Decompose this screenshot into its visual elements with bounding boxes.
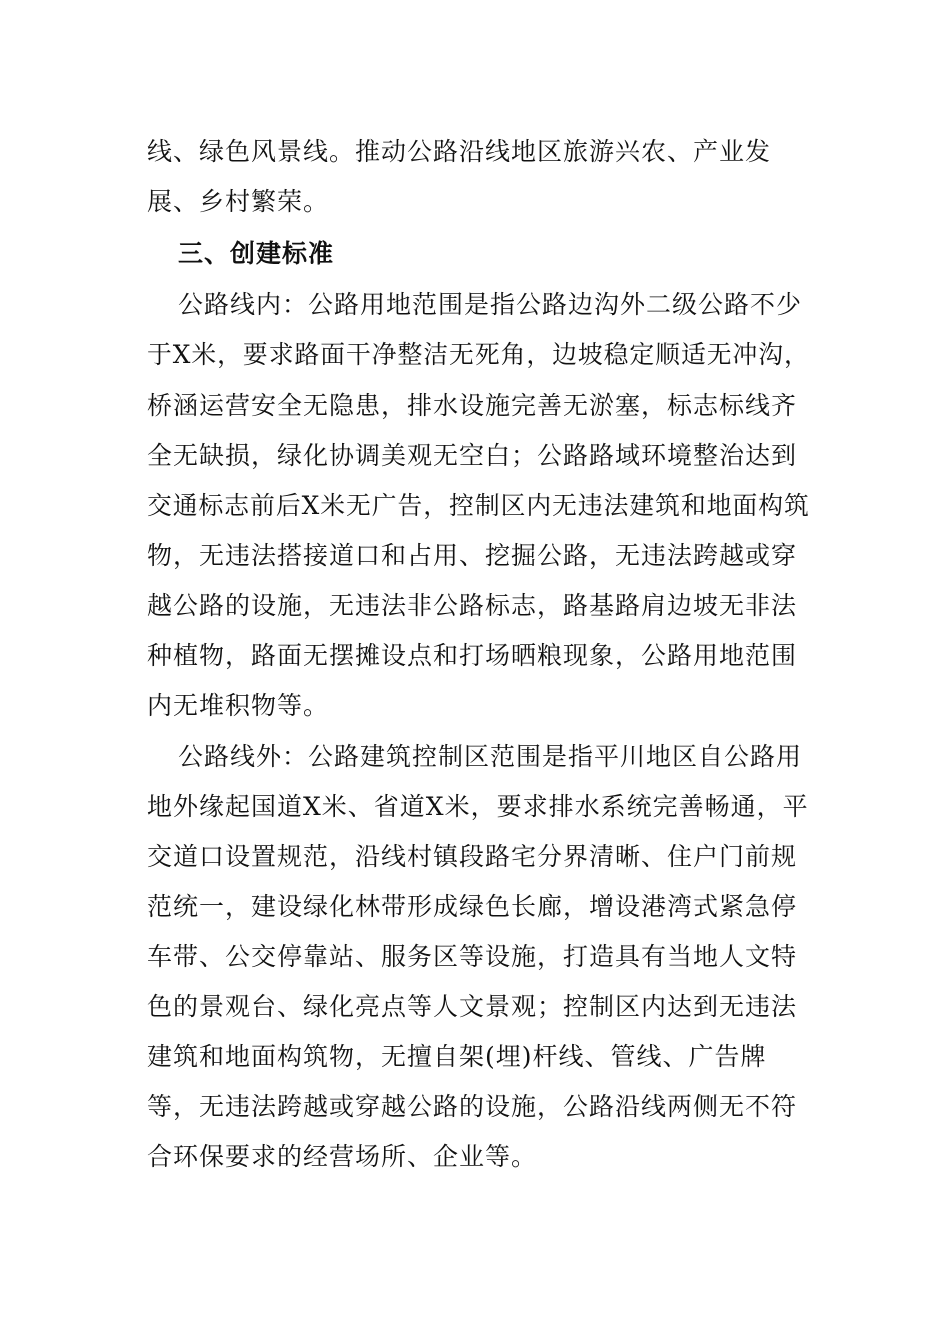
text-line: 等，无违法跨越或穿越公路的设施，公路沿线两侧无不符 [147, 1092, 798, 1121]
text-line: 车带、公交停靠站、服务区等设施，打造具有当地人文特 [147, 942, 798, 971]
text-line: 全无缺损，绿化协调美观无空白；公路路域环境整治达到 [147, 441, 798, 470]
text-line: 展、乡村繁荣。 [147, 187, 330, 216]
text-line: 范统一，建设绿化林带形成绿色长廊，增设港湾式紧急停 [147, 892, 798, 921]
text-line: 种植物，路面无摆摊设点和打场晒粮现象，公路用地范围 [147, 641, 798, 670]
text-line: 线、绿色风景线。推动公路沿线地区旅游兴农、产业发 [147, 137, 772, 166]
text-line: 公路线外：公路建筑控制区范围是指平川地区自公路用 [178, 742, 803, 771]
text-line: 于X米，要求路面干净整洁无死角，边坡稳定顺适无冲沟， [147, 340, 810, 369]
text-line: 公路线内：公路用地范围是指公路边沟外二级公路不少 [178, 290, 803, 319]
text-line: 桥涵运营安全无隐患，排水设施完善无淤塞，标志标线齐 [147, 391, 798, 420]
text-line: 合环保要求的经营场所、企业等。 [147, 1142, 538, 1171]
text-line: 内无堆积物等。 [147, 691, 330, 720]
text-line: 色的景观台、绿化亮点等人文景观；控制区内达到无违法 [147, 992, 798, 1021]
section-heading: 三、创建标准 [178, 239, 335, 268]
text-line: 交道口设置规范，沿线村镇段路宅分界清晰、住户门前规 [147, 842, 798, 871]
text-line: 越公路的设施，无违法非公路标志，路基路肩边坡无非法 [147, 591, 798, 620]
text-line: 物，无违法搭接道口和占用、挖掘公路，无违法跨越或穿 [147, 541, 798, 570]
text-line: 交通标志前后X米无广告，控制区内无违法建筑和地面构筑 [147, 491, 810, 520]
text-line: 地外缘起国道X米、省道X米，要求排水系统完善畅通，平 [147, 792, 809, 821]
text-line: 建筑和地面构筑物，无擅自架(埋)杆线、管线、广告牌 [147, 1042, 767, 1071]
